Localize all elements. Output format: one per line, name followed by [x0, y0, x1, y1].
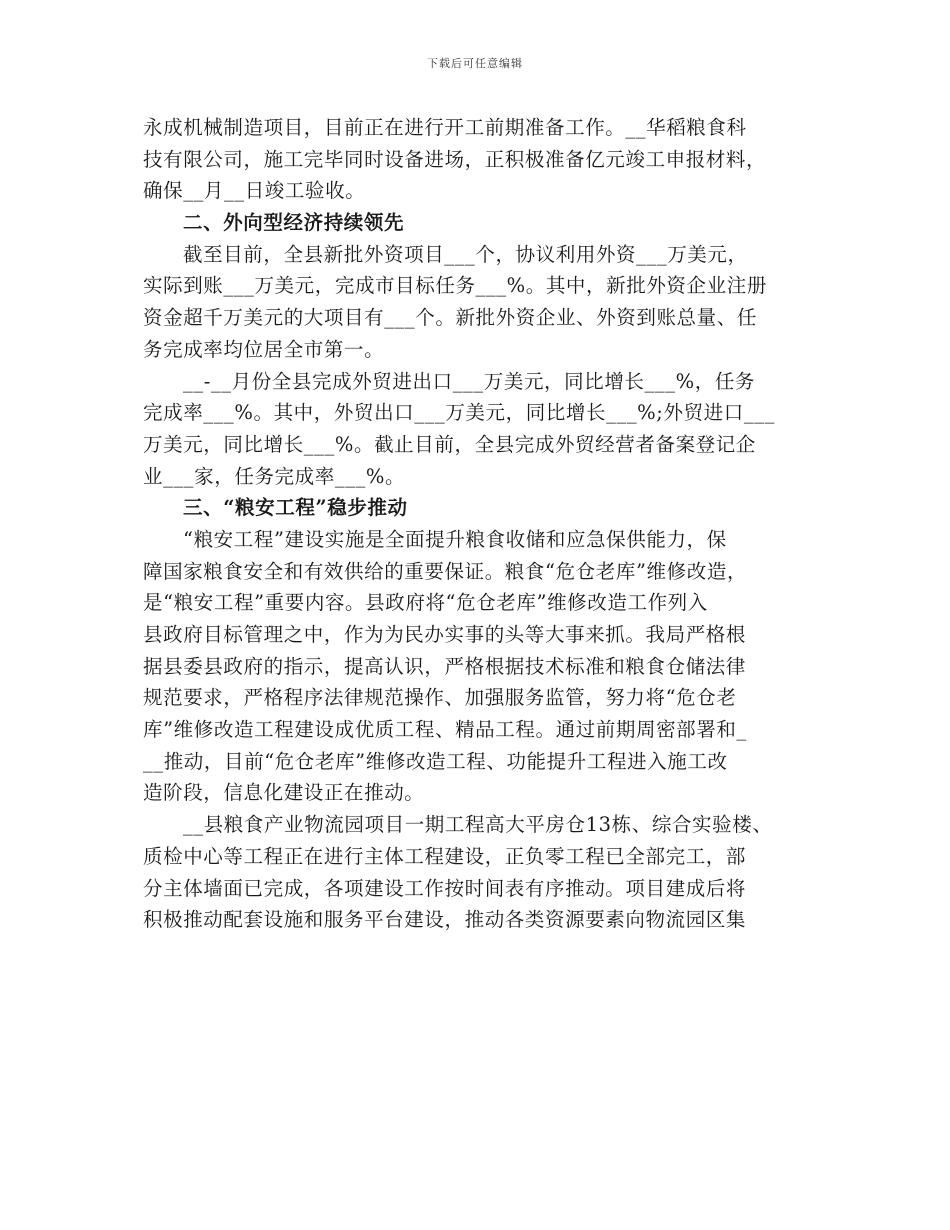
section-heading: 二、外向型经济持续领先: [183, 211, 405, 235]
text-line: 障国家粮食安全和有效供给的重要保证。粮食“危仓老库”维修改造，: [143, 559, 748, 583]
text-line: 库”维修改造工程建设成优质工程、精品工程。通过前期周密部署和_: [143, 718, 747, 742]
text-line: 永成机械制造项目，目前正在进行开工前期准备工作。__华稻粮食科: [143, 116, 747, 139]
text-line: 造阶段，信息化建设正在推动。: [143, 781, 425, 805]
text-line: 是“粮安工程”重要内容。县政府将“危仓老库”维修改造工作列入: [143, 591, 708, 615]
text-line: 技有限公司，施工完毕同时设备进场，正积极准备亿元竣工申报材料，: [143, 147, 767, 171]
text-line: 积极推动配套设施和服务平台建设，推动各类资源要素向物流园区集: [143, 908, 747, 932]
text-line: 确保__月__日竣工验收。: [143, 179, 366, 203]
text-line: 质检中心等工程正在进行主体工程建设，正负零工程已全部完工，部: [143, 844, 747, 868]
text-line: 完成率___%。其中，外贸出口___万美元，同比增长___%;外贸进口___: [143, 401, 775, 425]
text-line: 截至目前，全县新批外资项目___个，协议利用外资___万美元，: [183, 242, 748, 266]
text-line: 业___家，任务完成率___%。: [143, 464, 406, 488]
text-line: __县粮食产业物流园项目一期工程高大平房仓13栋、综合实验楼、: [183, 813, 773, 837]
text-line: __-__月份全县完成外贸进出口___万美元，同比增长___%，任务: [183, 369, 756, 393]
text-line: 万美元，同比增长___%。截止目前，全县完成外贸经营者备案登记企: [143, 432, 756, 456]
text-line: 据县委县政府的指示，提高认识，严格根据技术标准和粮食仓储法律: [143, 654, 747, 678]
text-line: __推动，目前“危仓老库”维修改造工程、功能提升工程进入施工改: [143, 749, 728, 773]
text-line: “粮安工程”建设实施是全面提升粮食收储和应急保供能力，保: [183, 527, 727, 551]
text-line: 实际到账___万美元，完成市目标任务___%。其中，新批外资企业注册: [143, 274, 767, 298]
text-line: 务完成率均位居全市第一。: [143, 337, 385, 361]
section-heading: 三、“粮安工程”稳步推动: [183, 496, 408, 520]
page-header-note: 下载后可任意编辑: [427, 57, 523, 70]
text-line: 规范要求，严格程序法律规范操作、加强服务监管，努力将“危仓老: [143, 686, 737, 710]
text-line: 县政府目标管理之中，作为为民办实事的头等大事来抓。我局严格根: [143, 623, 747, 646]
text-line: 分主体墙面已完成，各项建设工作按时间表有序推动。项目建成后将: [143, 876, 747, 900]
document-body: [143, 112, 803, 936]
text-line: 资金超千万美元的大项目有___个。新批外资企业、外资到账总量、任: [143, 306, 757, 330]
